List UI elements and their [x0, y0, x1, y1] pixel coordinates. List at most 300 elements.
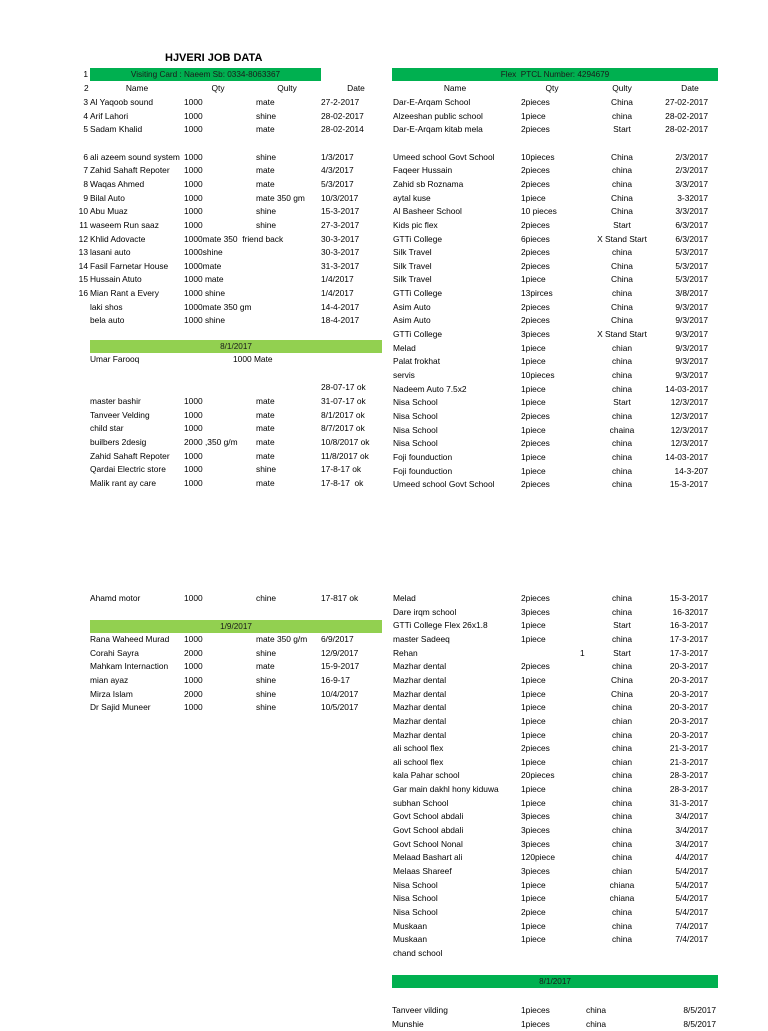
cell-date: 3-32017	[677, 192, 708, 203]
cell-qty: 1piece	[521, 797, 546, 808]
cell-date: 1/4/2017	[321, 288, 354, 299]
cell-qty: 1piece	[521, 784, 546, 795]
qty-column-header: Qty	[545, 83, 559, 93]
cell-date: 9/3/2017	[675, 329, 708, 340]
cell-name: Umeed school Govt School	[393, 151, 495, 162]
cell-name: ali school flex	[393, 756, 444, 767]
cell-date: 8/5/2017	[683, 1018, 716, 1029]
cell-qulty: China	[611, 274, 633, 285]
row-number: 9	[83, 192, 88, 203]
cell-date: 6/3/2017	[675, 233, 708, 244]
cell-qulty: Start	[613, 124, 631, 135]
cell-qulty: Start	[613, 620, 631, 631]
cell-qty: 1000	[184, 151, 203, 162]
cell-qulty: chine	[256, 593, 277, 603]
cell-date: 21-3-2017	[669, 743, 708, 754]
cell-name: Nisa School	[393, 397, 438, 408]
cell-qty: 13pirces	[521, 288, 553, 299]
cell-qulty: china	[611, 838, 633, 849]
name-column-header: Name	[125, 83, 149, 93]
cell-name: Govt School abdali	[393, 825, 464, 836]
cell-date: 28-02-2014	[321, 124, 364, 135]
cell-name: Asim Auto	[393, 315, 431, 326]
cell-name: GTTi College	[393, 288, 443, 299]
row-number: 11	[79, 219, 88, 230]
cell-name: Mazhar dental	[393, 674, 447, 685]
cell-date: 17-8-17 ok	[321, 464, 362, 475]
cell-date: 27-3-2017	[321, 219, 360, 230]
cell-name: Rehan	[393, 647, 418, 658]
cell-qulty: china	[611, 438, 633, 449]
cell-qty: 1000	[184, 450, 203, 461]
cell-date: 12/3/2017	[670, 410, 708, 421]
cell-name: Mazhar dental	[393, 661, 447, 672]
cell-name: Nisa School	[393, 906, 438, 917]
cell-name: Mian Rant a Every	[90, 288, 159, 299]
cell-qty: 1000mate 350 gm	[184, 301, 252, 312]
cell-date: 17-817 ok	[321, 593, 359, 603]
cell-qty: 1piece	[521, 893, 546, 904]
cell-name: Nisa School	[393, 410, 438, 421]
cell-date: 6/3/2017	[675, 219, 708, 230]
cell-name: Melad	[393, 593, 416, 603]
cell-qty: 1000	[184, 219, 203, 230]
cell-name: Silk Travel	[393, 260, 432, 271]
cell-qty: 1000	[184, 165, 203, 176]
cell-date: 8/7/2017 ok	[321, 423, 365, 434]
cell-name: Zahid sb Roznama	[393, 178, 464, 189]
row-number: 14	[78, 260, 88, 271]
cell-date: 10/4/2017	[321, 688, 359, 699]
cell-qulty: china	[611, 606, 633, 617]
cell-qulty: china	[611, 934, 633, 945]
cell-qty: 2pieces	[521, 260, 550, 271]
cell-qulty: china	[611, 702, 633, 713]
cell-date: 1/3/2017	[321, 151, 354, 162]
cell-qty: 1piece	[521, 674, 546, 685]
row-number: 5	[83, 124, 88, 135]
cell-qty: 1000	[184, 593, 203, 603]
cell-qty: 2pieces	[521, 410, 550, 421]
cell-name: master Sadeeq	[393, 633, 450, 644]
cell-date: 15-3-2017	[669, 479, 708, 490]
cell-qty: 1000 shine	[184, 315, 225, 326]
cell-qulty: shine	[256, 674, 277, 685]
cell-date: 5/3/2017	[675, 247, 708, 258]
cell-name: Qardai Electric store	[90, 464, 166, 475]
cell-name: Asim Auto	[393, 301, 431, 312]
cell-qulty: china	[611, 825, 633, 836]
cell-qulty: china	[611, 178, 633, 189]
row-number: 1	[83, 69, 88, 79]
cell-date: 28-3-2017	[669, 784, 708, 795]
cell-qty: 1piece	[521, 934, 546, 945]
cell-date: 14-4-2017	[321, 301, 360, 312]
cell-qty: 2pieces	[521, 593, 550, 603]
cell-qty: 2000 ,350 g/m	[184, 436, 238, 447]
cell-qty: 1piece	[521, 702, 546, 713]
row-number: 7	[83, 165, 88, 176]
cell-qty: 10pieces	[521, 151, 555, 162]
cell-date: 16-3-2017	[669, 620, 708, 631]
cell-date: 3/8/2017	[675, 288, 708, 299]
cell-qty: 2pieces	[521, 661, 550, 672]
cell-qulty: mate	[256, 124, 275, 135]
cell-name: Faqeer Hussain	[393, 165, 453, 176]
cell-date: 15-3-2017	[321, 206, 360, 217]
cell-qty: 2pieces	[521, 178, 550, 189]
cell-qulty: mate 350 gm	[256, 192, 305, 203]
cell-qulty: chian	[611, 756, 633, 767]
cell-date: 3/3/2017	[675, 178, 708, 189]
cell-qulty: shine	[256, 151, 277, 162]
cell-date: 5/4/2017	[675, 879, 708, 890]
cell-qty: 1piece	[521, 756, 546, 767]
cell-date: 4/4/2017	[675, 852, 708, 863]
cell-qulty: china	[611, 661, 633, 672]
cell-qty: 1000 mate	[184, 274, 224, 285]
cell-qulty: mate	[256, 409, 275, 420]
cell-name: Abu Muaz	[90, 206, 128, 217]
cell-date: 20-3-2017	[669, 702, 708, 713]
cell-qulty: mate 350 g/m	[256, 634, 308, 644]
cell-date: 1/4/2017	[321, 274, 354, 285]
cell-qulty: china	[611, 288, 633, 299]
cell-name: Govt School Nonal	[393, 838, 463, 849]
cell-date: 16-32017	[672, 606, 708, 617]
cell-qulty: shine	[256, 219, 277, 230]
cell-name: Dr Sajid Muneer	[90, 702, 151, 713]
cell-qty: 3pieces	[521, 838, 550, 849]
cell-date: 3/4/2017	[675, 811, 708, 822]
cell-qty: 1piece	[521, 342, 546, 353]
cell-name: Silk Travel	[393, 247, 432, 258]
cell-qulty: China	[611, 192, 633, 203]
cell-qulty: china	[586, 1018, 607, 1029]
cell-name: Melaad Bashart ali	[393, 852, 463, 863]
cell-qulty: mate	[256, 396, 275, 406]
cell-qulty: mate	[256, 97, 275, 107]
cell-date: 12/9/2017	[321, 647, 359, 658]
cell-qulty: mate	[256, 436, 275, 447]
cell-name: Mahkam Internaction	[90, 661, 169, 672]
cell-qty: 2pieces	[521, 479, 550, 490]
cell-qty: 6pieces	[521, 233, 550, 244]
cell-name: Ahamd motor	[90, 593, 141, 603]
cell-date: 17-3-2017	[669, 633, 708, 644]
cell-name: subhan School	[393, 797, 449, 808]
sheet-title: HJVERI JOB DATA	[165, 52, 263, 64]
cell-qulty: china	[611, 729, 633, 740]
cell-name: Mazhar dental	[393, 729, 447, 740]
cell-date: 7/4/2017	[675, 934, 708, 945]
cell-qulty: china	[611, 906, 633, 917]
cell-name: ali school flex	[393, 743, 444, 754]
cell-date: 20-3-2017	[669, 674, 708, 685]
cell-qty: 3pieces	[521, 329, 550, 340]
cell-name: Palat frokhat	[393, 356, 441, 367]
cell-qulty: chiana	[609, 879, 635, 890]
cell-qulty: mate	[256, 477, 275, 488]
cell-qty: 1000	[184, 110, 203, 121]
cell-qulty: shine	[256, 206, 277, 217]
cell-name: aytal kuse	[393, 192, 431, 203]
cell-qulty: China	[611, 674, 633, 685]
cell-qty: 1000mate	[184, 260, 222, 271]
cell-date: 14-03-2017	[665, 451, 708, 462]
cell-name: builbers 2desig	[90, 436, 147, 447]
cell-date: 5/4/2017	[675, 866, 708, 876]
cell-name: Muskaan	[393, 920, 427, 931]
date-section-bar: 8/1/2017	[90, 340, 382, 353]
cell-qty: 1piece	[521, 729, 546, 740]
row-number: 3	[83, 97, 88, 107]
cell-qty: 1000shine	[184, 247, 223, 258]
cell-qty: 1000	[184, 661, 203, 672]
cell-date: 7/4/2017	[675, 920, 708, 931]
cell-qty: 1000	[184, 409, 203, 420]
cell-date: 30-3-2017	[321, 247, 360, 258]
cell-qulty: china	[611, 370, 633, 380]
cell-date: 10/3/2017	[321, 192, 359, 203]
cell-date: 21-3-2017	[669, 756, 708, 767]
cell-date: 17-8-17 ok	[321, 477, 364, 488]
cell-name: Dar-E-Arqam School	[393, 97, 471, 107]
cell-qty: 1000 shine	[184, 288, 225, 299]
cell-date: 3/3/2017	[675, 206, 708, 217]
cell-qty: 1000	[184, 634, 203, 644]
row-number: 4	[83, 110, 88, 121]
cell-qulty: Start	[613, 647, 631, 658]
cell-qty: 1000	[184, 702, 203, 713]
cell-qulty: mate	[256, 178, 275, 189]
cell-date: 6/9/2017	[321, 634, 354, 644]
cell-name: mian ayaz	[90, 674, 129, 685]
visiting-card-header-bar: Visiting Card : Naeem Sb: 0334-8063367	[90, 68, 321, 81]
cell-date: 31-3-2017	[321, 260, 360, 271]
cell-date: 17-3-2017	[669, 647, 708, 658]
cell-date: 5/4/2017	[675, 893, 708, 904]
cell-qty: 1piece	[521, 451, 546, 462]
cell-qulty: mate	[256, 423, 275, 434]
cell-date: 28-3-2017	[669, 770, 708, 781]
cell-qulty: X Stand Start	[597, 233, 647, 244]
cell-name: Nisa School	[393, 893, 438, 904]
cell-date: 9/3/2017	[675, 301, 708, 312]
qty-column-header: Qty	[211, 83, 225, 93]
cell-qty: 1piece	[521, 424, 546, 435]
cell-qulty: X Stand Start	[597, 329, 647, 340]
cell-qty: 2pieces	[521, 247, 550, 258]
cell-qty: 2pieces	[521, 315, 550, 326]
cell-date: 20-3-2017	[669, 715, 708, 726]
cell-date: 12/3/2017	[670, 397, 708, 408]
cell-qulty: china	[611, 356, 633, 367]
cell-qulty: china	[611, 247, 633, 258]
cell-date: 28-02-2017	[665, 110, 708, 121]
cell-date: 10/8/2017 ok	[321, 436, 370, 447]
cell-date: 4/3/2017	[321, 165, 354, 176]
cell-name: GTTi College Flex 26x1.8	[393, 620, 488, 631]
cell-qty: 1piece	[521, 688, 546, 699]
cell-name: servis	[393, 370, 415, 380]
cell-name: Mazhar dental	[393, 715, 447, 726]
cell-date: 5/3/2017	[675, 260, 708, 271]
cell-name: Foji founduction	[393, 465, 453, 476]
cell-qulty: China	[611, 206, 633, 217]
cell-qulty: Start	[613, 397, 631, 408]
cell-qulty: China	[611, 151, 633, 162]
cell-name: ali azeem sound system	[90, 151, 180, 162]
cell-name: Nisa School	[393, 424, 438, 435]
cell-date: 20-3-2017	[669, 688, 708, 699]
cell-qulty: china	[611, 743, 633, 754]
cell-name: Al Basheer School	[393, 206, 462, 217]
cell-date: 20-3-2017	[669, 729, 708, 740]
row-number: 16	[78, 288, 88, 299]
cell-name: Muskaan	[393, 934, 427, 945]
cell-qulty: china	[611, 383, 633, 394]
flex-ptcl-header-bar: Flex PTCL Number: 4294679	[392, 68, 718, 81]
date-column-header: Date	[347, 83, 365, 93]
cell-name: Nisa School	[393, 438, 438, 449]
cell-qulty: chian	[611, 342, 633, 353]
cell-date: 31-07-17 ok	[321, 396, 366, 406]
cell-date: 31-3-2017	[669, 797, 708, 808]
cell-qulty: shine	[256, 464, 277, 475]
cell-name: Govt School abdali	[393, 811, 464, 822]
cell-name: Gar main dakhl hony kiduwa	[393, 784, 499, 795]
cell-date: 28-07-17 ok	[321, 382, 366, 392]
cell-name: Rana Waheed Murad	[90, 634, 170, 644]
cell-date: 14-03-2017	[665, 383, 708, 394]
cell-date: 5/4/2017	[675, 906, 708, 917]
cell-qulty: china	[611, 410, 633, 421]
cell-qty: 2pieces	[521, 743, 550, 754]
cell-name: Hussain Atuto	[90, 274, 142, 285]
cell-name: Kids pic flex	[393, 219, 438, 230]
cell-name: waseem Run saaz	[90, 219, 159, 230]
cell-qty: 1piece	[521, 920, 546, 931]
cell-qulty: China	[611, 688, 633, 699]
cell-qulty: china	[611, 852, 633, 863]
cell-qty: 1piece	[521, 192, 546, 203]
cell-name: Zahid Sahaft Repoter	[90, 165, 170, 176]
cell-qty: 3pieces	[521, 606, 550, 617]
cell-name: Mirza Islam	[90, 688, 133, 699]
qulty-column-header: Qulty	[612, 83, 632, 93]
cell-qulty: China	[611, 315, 633, 326]
cell-qulty: China	[611, 97, 633, 107]
cell-date: 9/3/2017	[675, 370, 708, 380]
row-number: 6	[83, 151, 88, 162]
cell-qulty: chaina	[609, 424, 635, 435]
cell-qulty: chian	[611, 715, 633, 726]
row-number: 2	[84, 83, 89, 93]
cell-qulty: china	[586, 1005, 607, 1015]
row-number: 15	[78, 274, 88, 285]
cell-name: Arif Lahori	[90, 110, 129, 121]
cell-qulty: china	[611, 784, 633, 795]
date-section-bar: 1/9/2017	[90, 620, 382, 633]
cell-qty: 1piece	[521, 274, 546, 285]
cell-date: 5/3/2017	[321, 178, 354, 189]
cell-date: 10/5/2017	[321, 702, 359, 713]
cell-qulty: chian	[611, 866, 633, 876]
cell-qulty: china	[611, 110, 633, 121]
cell-qulty: china	[611, 465, 633, 476]
cell-name: lasani auto	[90, 247, 131, 258]
cell-qulty: china	[611, 593, 633, 603]
cell-name: Nisa School	[393, 879, 438, 890]
cell-name: Dar-E-Arqam kitab mela	[393, 124, 483, 135]
cell-qulty: china	[611, 479, 633, 490]
cell-date: 3/4/2017	[675, 825, 708, 836]
cell-name: Zahid Sahaft Repoter	[90, 450, 170, 461]
cell-qty: 1000	[184, 674, 203, 685]
cell-qty: 2000	[184, 688, 203, 699]
cell-name: GTTi College	[393, 233, 443, 244]
cell-date: 9/3/2017	[675, 356, 708, 367]
cell-name: Fasil Farnetar House	[90, 260, 169, 271]
cell-qty: 120piece	[521, 852, 555, 863]
cell-qulty: chiana	[609, 893, 635, 904]
cell-name: child star	[90, 423, 124, 434]
cell-date: 2/3/2017	[675, 151, 708, 162]
row-number: 12	[78, 233, 88, 244]
cell-qty: 1000	[184, 124, 203, 135]
cell-name: Malik rant ay care	[90, 477, 157, 488]
cell-qty: 1piece	[521, 633, 546, 644]
cell-name: Dare irqm school	[393, 606, 457, 617]
row-number: 8	[83, 178, 88, 189]
cell-name: Khlid Adovacte	[90, 233, 146, 244]
cell-name: Corahi Sayra	[90, 647, 139, 658]
cell-date: 28-02-2017	[665, 124, 708, 135]
cell-qulty: mate	[256, 165, 275, 176]
cell-name: GTTi College	[393, 329, 443, 340]
cell-qty: 10pieces	[521, 370, 555, 380]
cell-qty: 1piece	[521, 465, 546, 476]
cell-qulty: china	[611, 811, 633, 822]
cell-name: Melad	[393, 342, 416, 353]
cell-qulty: China	[611, 260, 633, 271]
cell-qulty: shine	[256, 647, 277, 658]
cell-date: 8/5/2017	[683, 1005, 716, 1015]
cell-qulty: china	[611, 797, 633, 808]
cell-date: 27-2-2017	[321, 97, 360, 107]
cell-date: 11/8/2017 ok	[321, 450, 369, 461]
cell-qty: 20pieces	[521, 770, 555, 781]
cell-qty: 1piece	[521, 356, 546, 367]
cell-date: 2/3/2017	[675, 165, 708, 176]
cell-qty: 1pieces	[521, 1005, 550, 1015]
cell-date: 15-3-2017	[669, 593, 708, 603]
cell-qty: 10 pieces	[521, 206, 557, 217]
cell-date: 3/4/2017	[675, 838, 708, 849]
cell-date: 14-3-207	[674, 465, 708, 476]
cell-qulty: China	[611, 301, 633, 312]
name-column-header: Name	[443, 83, 467, 93]
cell-date: 9/3/2017	[675, 315, 708, 326]
cell-name: Bilal Auto	[90, 192, 125, 203]
cell-date: 27-02-2017	[665, 97, 708, 107]
cell-date: 12/3/2017	[670, 424, 708, 435]
cell-qulty: shine	[256, 702, 277, 713]
cell-qty: 1piece	[521, 397, 546, 408]
cell-qty: 1000	[184, 97, 203, 107]
cell-qty: 3pieces	[521, 866, 550, 876]
